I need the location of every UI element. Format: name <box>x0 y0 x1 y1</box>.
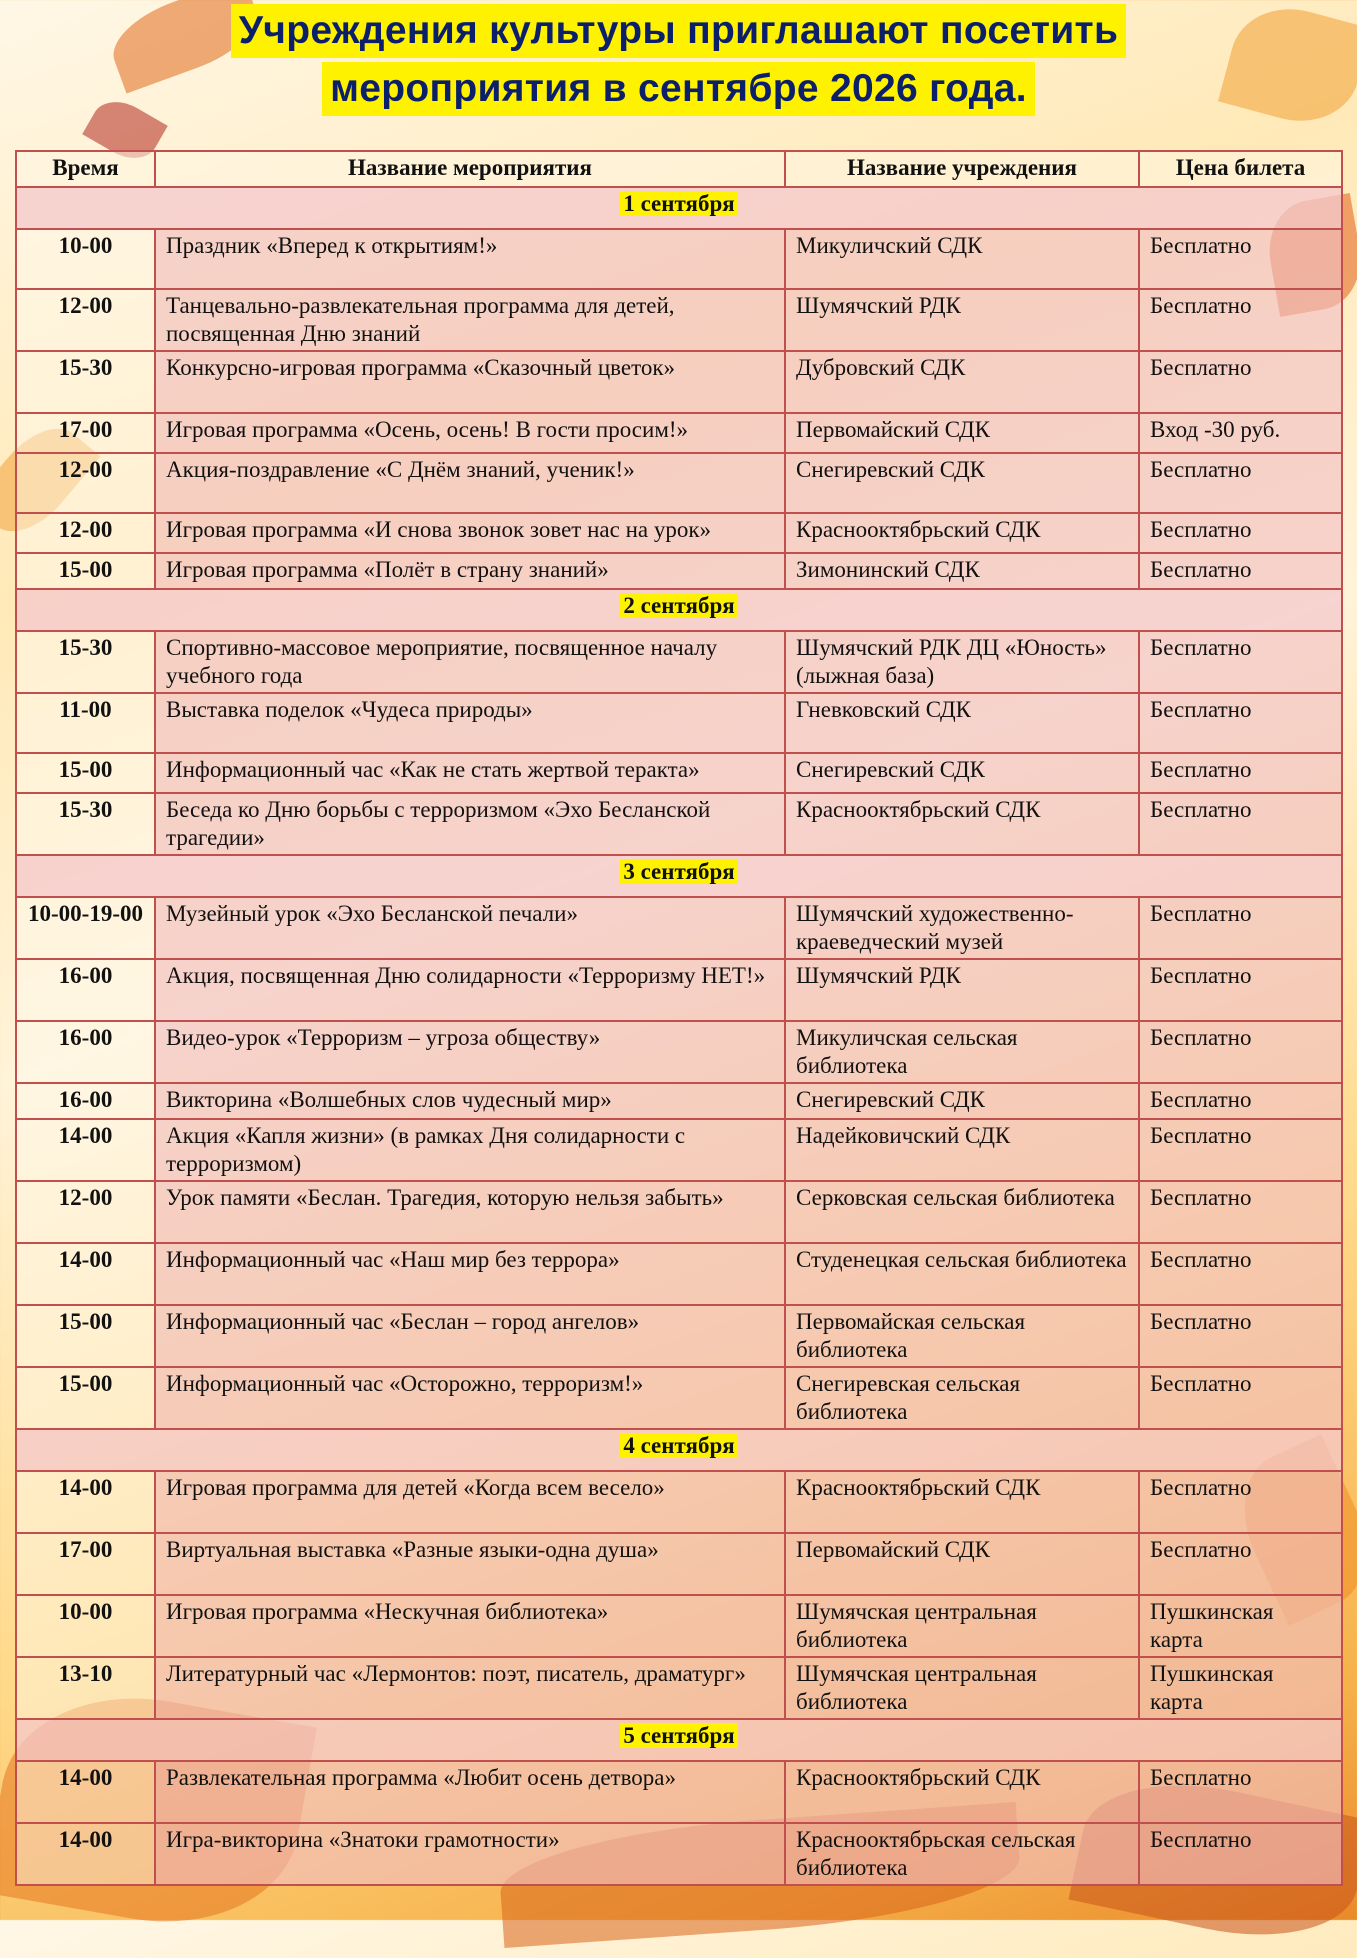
event-name: Игровая программа «Нескучная библиотека» <box>155 1595 785 1657</box>
event-name: Выставка поделок «Чудеса природы» <box>155 693 785 753</box>
event-venue: Краснооктябрьский СДК <box>785 1761 1139 1823</box>
date-row <box>16 589 1342 631</box>
date-row <box>16 1429 1342 1471</box>
table-row <box>16 1761 1342 1823</box>
table-row <box>16 959 1342 1021</box>
event-price: Бесплатно <box>1139 1367 1342 1429</box>
event-price: Бесплатно <box>1139 631 1342 693</box>
date-label: 5 сентября <box>620 1723 737 1748</box>
event-venue: Шумячский РДК ДЦ «Юность» (лыжная база) <box>785 631 1139 693</box>
table-row <box>16 753 1342 793</box>
event-price: Бесплатно <box>1139 793 1342 855</box>
event-price: Бесплатно <box>1139 959 1342 1021</box>
event-name: Праздник «Вперед к открытиям!» <box>155 229 785 289</box>
event-price: Бесплатно <box>1139 513 1342 553</box>
event-time: 15-30 <box>16 631 155 693</box>
date-row <box>16 187 1342 229</box>
event-name: Акция-поздравление «С Днём знаний, ученик!» <box>155 453 785 513</box>
event-price: Пушкинская карта <box>1139 1657 1342 1719</box>
event-name: Информационный час «Беслан – город ангелов» <box>155 1305 785 1367</box>
event-venue: Снегиревский СДК <box>785 1083 1139 1119</box>
event-price: Пушкинская карта <box>1139 1595 1342 1657</box>
event-name: Викторина «Волшебных слов чудесный мир» <box>155 1083 785 1119</box>
event-price: Бесплатно <box>1139 1823 1342 1885</box>
event-venue: Микуличская сельская библиотека <box>785 1021 1139 1083</box>
column-header-venue: Название учреждения <box>785 151 1139 187</box>
event-time: 15-00 <box>16 753 155 793</box>
event-venue: Снегиревский СДК <box>785 753 1139 793</box>
table-row <box>16 1657 1342 1719</box>
date-label: 2 сентября <box>620 593 737 618</box>
event-price: Бесплатно <box>1139 1533 1342 1595</box>
event-name: Беседа ко Дню борьбы с терроризмом «Эхо Бесланской трагедии» <box>155 793 785 855</box>
event-venue: Первомайский СДК <box>785 413 1139 453</box>
event-name: Литературный час «Лермонтов: поэт, писатель, драматург» <box>155 1657 785 1719</box>
event-time: 12-00 <box>16 453 155 513</box>
event-time: 12-00 <box>16 1181 155 1243</box>
event-venue: Дубровский СДК <box>785 351 1139 413</box>
event-name: Музейный урок «Эхо Бесланской печали» <box>155 897 785 959</box>
event-name: Игровая программа «И снова звонок зовет нас на урок» <box>155 513 785 553</box>
event-price: Вход -30 руб. <box>1139 413 1342 453</box>
event-time: 14-00 <box>16 1243 155 1305</box>
event-price: Бесплатно <box>1139 1471 1342 1533</box>
event-venue: Шумячская центральная библиотека <box>785 1657 1139 1719</box>
table-row <box>16 693 1342 753</box>
event-price: Бесплатно <box>1139 1761 1342 1823</box>
table-row <box>16 453 1342 513</box>
column-header-price: Цена билета <box>1139 151 1342 187</box>
event-venue: Шумячский РДК <box>785 289 1139 351</box>
event-venue: Шумячский РДК <box>785 959 1139 1021</box>
date-label: 1 сентября <box>620 191 737 216</box>
event-name: Развлекательная программа «Любит осень детвора» <box>155 1761 785 1823</box>
event-time: 14-00 <box>16 1761 155 1823</box>
event-price: Бесплатно <box>1139 897 1342 959</box>
date-label: 3 сентября <box>620 859 737 884</box>
table-row <box>16 553 1342 589</box>
event-venue: Краснооктябрьский СДК <box>785 793 1139 855</box>
event-venue: Снегиревская сельская библиотека <box>785 1367 1139 1429</box>
event-venue: Зимонинский СДК <box>785 553 1139 589</box>
event-venue: Первомайская сельская библиотека <box>785 1305 1139 1367</box>
event-time: 15-30 <box>16 351 155 413</box>
table-row <box>16 1595 1342 1657</box>
table-row <box>16 1083 1342 1119</box>
event-venue: Микуличский СДК <box>785 229 1139 289</box>
event-name: Урок памяти «Беслан. Трагедия, которую нельзя забыть» <box>155 1181 785 1243</box>
event-venue: Шумячская центральная библиотека <box>785 1595 1139 1657</box>
table-row <box>16 1305 1342 1367</box>
table-row <box>16 897 1342 959</box>
event-venue: Первомайский СДК <box>785 1533 1139 1595</box>
table-row <box>16 1119 1342 1181</box>
event-time: 14-00 <box>16 1471 155 1533</box>
event-venue: Краснооктябрьская сельская библиотека <box>785 1823 1139 1885</box>
event-time: 17-00 <box>16 413 155 453</box>
event-venue: Студенецкая сельская библиотека <box>785 1243 1139 1305</box>
event-price: Бесплатно <box>1139 1305 1342 1367</box>
event-time: 15-00 <box>16 553 155 589</box>
event-price: Бесплатно <box>1139 289 1342 351</box>
table-row <box>16 513 1342 553</box>
event-price: Бесплатно <box>1139 1021 1342 1083</box>
event-time: 15-00 <box>16 1367 155 1429</box>
table-row <box>16 793 1342 855</box>
event-name: Игровая программа «Полёт в страну знаний» <box>155 553 785 589</box>
event-name: Информационный час «Осторожно, терроризм!» <box>155 1367 785 1429</box>
event-time: 10-00 <box>16 1595 155 1657</box>
event-time: 11-00 <box>16 693 155 753</box>
event-name: Виртуальная выставка «Разные языки-одна душа» <box>155 1533 785 1595</box>
event-name: Акция «Капля жизни» (в рамках Дня солидарности с терроризмом) <box>155 1119 785 1181</box>
table-row <box>16 631 1342 693</box>
event-name: Игровая программа «Осень, осень! В гости просим!» <box>155 413 785 453</box>
date-row <box>16 1719 1342 1761</box>
column-header-event-name: Название мероприятия <box>155 151 785 187</box>
event-time: 12-00 <box>16 513 155 553</box>
table-row <box>16 1823 1342 1885</box>
event-time: 12-00 <box>16 289 155 351</box>
event-time: 16-00 <box>16 1083 155 1119</box>
event-name: Видео-урок «Терроризм – угроза обществу» <box>155 1021 785 1083</box>
table-row <box>16 1471 1342 1533</box>
event-time: 16-00 <box>16 959 155 1021</box>
table-row <box>16 229 1342 289</box>
event-name: Спортивно-массовое мероприятие, посвященное началу учебного года <box>155 631 785 693</box>
table-row <box>16 413 1342 453</box>
event-price: Бесплатно <box>1139 1243 1342 1305</box>
event-time: 10-00-19-00 <box>16 897 155 959</box>
event-venue: Краснооктябрьский СДК <box>785 513 1139 553</box>
table-header-row <box>16 151 1342 187</box>
event-venue: Краснооктябрьский СДК <box>785 1471 1139 1533</box>
event-price: Бесплатно <box>1139 693 1342 753</box>
date-row <box>16 855 1342 897</box>
event-price: Бесплатно <box>1139 1181 1342 1243</box>
table-row <box>16 1181 1342 1243</box>
event-price: Бесплатно <box>1139 351 1342 413</box>
column-header-time: Время <box>16 151 155 187</box>
table-row <box>16 351 1342 413</box>
event-time: 14-00 <box>16 1823 155 1885</box>
event-time: 13-10 <box>16 1657 155 1719</box>
table-row <box>16 1021 1342 1083</box>
table-row <box>16 1243 1342 1305</box>
event-venue: Серковская сельская библиотека <box>785 1181 1139 1243</box>
event-name: Танцевально-развлекательная программа для детей, посвященная Дню знаний <box>155 289 785 351</box>
page-title <box>0 4 1357 116</box>
table-row <box>16 1533 1342 1595</box>
event-time: 14-00 <box>16 1119 155 1181</box>
event-name: Информационный час «Как не стать жертвой теракта» <box>155 753 785 793</box>
events-table <box>15 150 1343 1886</box>
title-line-1: Учреждения культуры приглашают посетить <box>231 4 1127 58</box>
event-name: Игра-викторина «Знатоки грамотности» <box>155 1823 785 1885</box>
table-row <box>16 289 1342 351</box>
event-venue: Шумячский художественно-краеведческий музей <box>785 897 1139 959</box>
date-label: 4 сентября <box>620 1433 737 1458</box>
title-line-2: мероприятия в сентябре 2026 года. <box>322 62 1035 116</box>
event-venue: Надейковичский СДК <box>785 1119 1139 1181</box>
event-name: Конкурсно-игровая программа «Сказочный цветок» <box>155 351 785 413</box>
event-price: Бесплатно <box>1139 553 1342 589</box>
event-time: 15-30 <box>16 793 155 855</box>
event-name: Акция, посвященная Дню солидарности «Терроризму НЕТ!» <box>155 959 785 1021</box>
event-time: 15-00 <box>16 1305 155 1367</box>
event-price: Бесплатно <box>1139 1083 1342 1119</box>
event-name: Игровая программа для детей «Когда всем весело» <box>155 1471 785 1533</box>
event-name: Информационный час «Наш мир без террора» <box>155 1243 785 1305</box>
event-venue: Снегиревский СДК <box>785 453 1139 513</box>
event-time: 16-00 <box>16 1021 155 1083</box>
event-price: Бесплатно <box>1139 229 1342 289</box>
event-price: Бесплатно <box>1139 1119 1342 1181</box>
table-row <box>16 1367 1342 1429</box>
event-venue: Гневковский СДК <box>785 693 1139 753</box>
event-time: 17-00 <box>16 1533 155 1595</box>
event-price: Бесплатно <box>1139 753 1342 793</box>
event-time: 10-00 <box>16 229 155 289</box>
event-price: Бесплатно <box>1139 453 1342 513</box>
